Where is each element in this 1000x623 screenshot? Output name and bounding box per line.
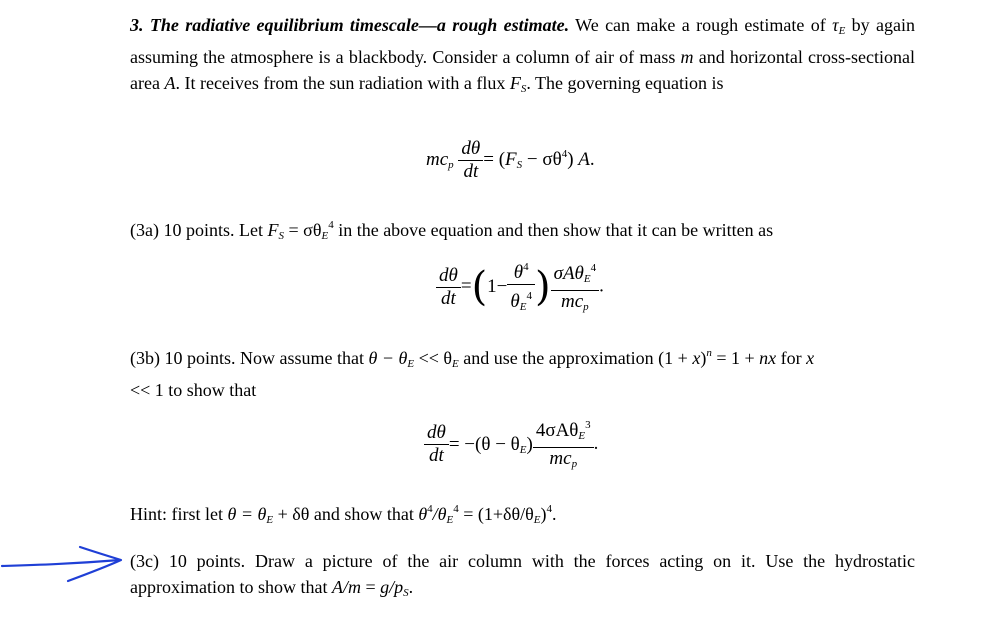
part-3b-text: (3b) 10 points. Now assume that $\theta - \theta_E << \theta_E$ and use the approximation $(1 + x)^n = 1$ + nx for x << 1 to show that xyxy=(130,347,815,400)
part-3a-text: (3a) 10 points. Let $F_S = \sigma\theta_E^4$ in the above equation and then show that it can be written as xyxy=(130,219,774,242)
problem-3-heading: 3. The radiative equilibrium timescale—a rough estimate. xyxy=(130,15,570,35)
problem-3-intro: 3. The radiative equilibrium timescale—a rough estimate. We can make a rough estimate of $\tau_E$ by again assuming the atmosphere is a blackbody. Consider a column of air of mass m and horizontal cross-sectional area A. It receives from the sun radiation with a flux $F_S$. The governing equation is xyxy=(130,15,916,95)
dtheta-dt-fraction: $\frac{d\theta}{dt}$ xyxy=(458,138,483,183)
equation-3b: $\frac{d\theta}{dt}$ = $-(\theta - \theta_E)$ $\frac{4\sigma A\theta_E^3}{mc_p}$ . xyxy=(424,414,598,475)
hand-drawn-arrow-icon xyxy=(0,535,130,585)
governing-equation: $mc_p$ $\frac{d\theta}{dt}$ = $(F_S - \sigma\theta^4)$ A. xyxy=(426,138,595,182)
part-3c-text: (3c) 10 points. Draw a picture of the air column with the forces acting on it. Use the hydrostatic approximation to show that $A/m = g/p_S$. xyxy=(130,551,915,599)
equation-3a: $\frac{d\theta}{dt}$ =(1− $\frac{\theta^4}{\theta_E^4}$ ) $\frac{\sigma A\theta_E^4}{mc_p}$ . xyxy=(436,256,604,318)
hint-text: Hint: first let $\theta = \theta_E + \delta\theta$ and show that $\theta^4/\theta_E^4 = (1+\delta\theta/\theta_E)^4$. xyxy=(130,503,557,526)
